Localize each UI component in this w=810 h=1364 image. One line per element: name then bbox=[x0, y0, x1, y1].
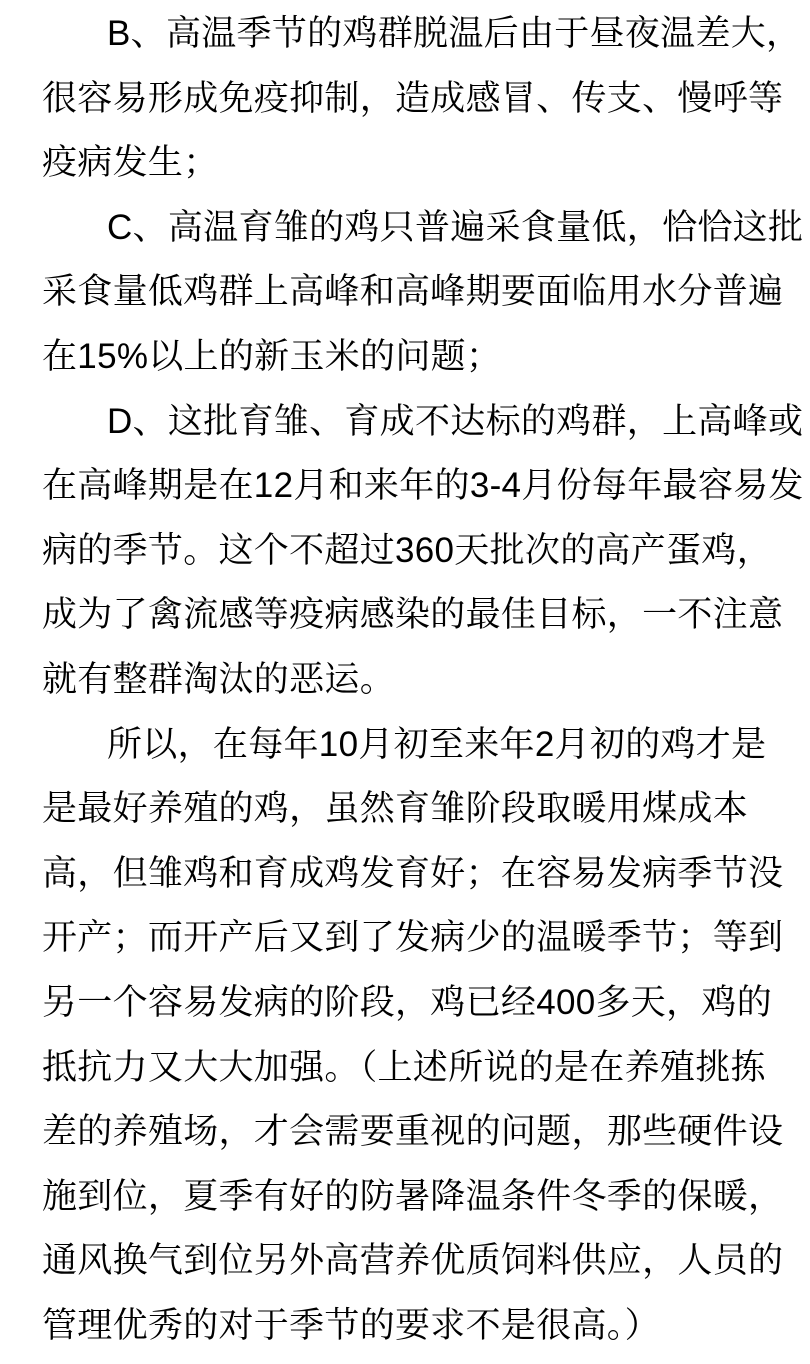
text-line: 高，但雏鸡和育成鸡发育好；在容易发病季节没 bbox=[42, 853, 784, 893]
text-line: 成为了禽流感等疫病感染的最佳目标，一不注意 bbox=[42, 595, 784, 635]
text-line: 采食量低鸡群上高峰和高峰期要面临用水分普遍 bbox=[42, 272, 784, 312]
text-line: B、高温季节的鸡群脱温后由于昼夜温差大， bbox=[107, 14, 802, 53]
text-line: C、高温育雏的鸡只普遍采食量低，恰恰这批 bbox=[107, 207, 804, 247]
text-line: 很容易形成免疫抑制，造成感冒、传支、慢呼等 bbox=[42, 78, 784, 118]
text-line: 在高峰期是在12月和来年的3-4月份每年最容易发 bbox=[42, 466, 804, 506]
text-line: 所以，在每年10月初至来年2月初的鸡才是 bbox=[107, 724, 767, 764]
text-line: 施到位，夏季有好的防暑降温条件冬季的保暖， bbox=[42, 1176, 784, 1216]
text-line: 管理优秀的对于季节的要求不是很高。） bbox=[42, 1305, 660, 1345]
paragraph-conclusion bbox=[42, 713, 784, 1359]
text-line: 另一个容易发病的阶段，鸡已经400多天，鸡的 bbox=[42, 982, 772, 1022]
paragraph-item-b bbox=[42, 2, 802, 196]
paragraph-item-d bbox=[42, 390, 804, 713]
text-line: 在15%以上的新玉米的问题； bbox=[42, 336, 502, 376]
text-line: 是最好养殖的鸡，虽然育雏阶段取暖用煤成本 bbox=[42, 789, 749, 829]
text-line: 差的养殖场，才会需要重视的问题，那些硬件设 bbox=[42, 1112, 784, 1152]
text-line: 病的季节。这个不超过360天批次的高产蛋鸡， bbox=[42, 530, 772, 570]
text-line: 就有整群淘汰的恶运。 bbox=[42, 659, 396, 699]
text-line: D、这批育雏、育成不达标的鸡群，上高峰或 bbox=[107, 401, 804, 441]
text-line: 通风换气到位另外高营养优质饲料供应，人员的 bbox=[42, 1241, 784, 1281]
text-line: 开产；而开产后又到了发病少的温暖季节；等到 bbox=[42, 918, 784, 958]
paragraph-item-c bbox=[42, 196, 804, 390]
text-line: 疫病发生； bbox=[42, 143, 219, 183]
text-line: 抵抗力又大大加强。（上述所说的是在养殖挑拣 bbox=[42, 1047, 766, 1087]
